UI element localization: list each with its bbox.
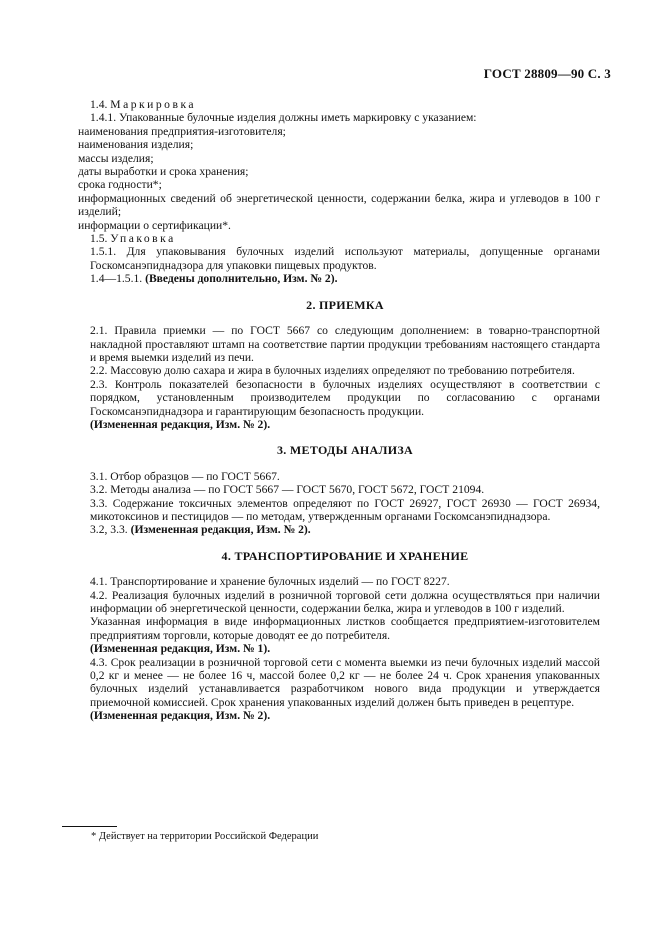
note-4-change-1: (Измененная редакция, Изм. № 1). bbox=[90, 642, 271, 656]
note-section-3: 3.2, 3.3. (Измененная редакция, Изм. № 2). bbox=[90, 523, 311, 537]
para-3-3: 3.3. Содержание токсичных элементов определяют по ГОСТ 26927, ГОСТ 26930 — ГОСТ 26934, микотоксинов и пестицидов — по методам, утвержденным органами Госкомсанэпиднадзора. bbox=[90, 496, 600, 523]
para-3-1: 3.1. Отбор образцов — по ГОСТ 5667. bbox=[90, 469, 280, 483]
para-2-3: 2.3. Контроль показателей безопасности в булочных изделиях осуществляют в соответствии с порядком, установленным производителем продукции по согласованию с органами Госкомсанэпиднадзора и гарантирующим безопасность продукции. bbox=[90, 377, 600, 418]
section-3-title: 3. МЕТОДЫ АНАЛИЗА bbox=[277, 443, 413, 458]
note-1-4-1-5-1: 1.4—1.5.1. (Введены дополнительно, Изм. № 2). bbox=[90, 272, 338, 286]
para-1-4-1: 1.4.1. Упакованные булочные изделия должны иметь маркировку с указанием: bbox=[90, 111, 477, 125]
para-4-2-info: Указанная информация в виде информационных листков сообщается предприятием-изготовителем предприятиям торговли, которые доводят ее до потребителя. bbox=[90, 615, 600, 642]
footnote-divider bbox=[62, 826, 117, 827]
document-body bbox=[78, 98, 600, 723]
para-2-2: 2.2. Массовую долю сахара и жира в булочных изделиях определяют по требованию потребителя. bbox=[90, 364, 575, 378]
para-3-2: 3.2. Методы анализа — по ГОСТ 5667 — ГОСТ 5670, ГОСТ 5672, ГОСТ 21094. bbox=[90, 483, 485, 497]
note-4-change-2: (Измененная редакция, Изм. № 2). bbox=[90, 709, 271, 723]
para-1-5-1: 1.5.1. Для упаковывания булочных изделий используют материалы, допущенные органами Госкомсанэпиднадзора для упаковки пищевых продуктов. bbox=[90, 245, 600, 272]
para-4-1: 4.1. Транспортирование и хранение булочных изделий — по ГОСТ 8227. bbox=[90, 575, 450, 589]
section-1-5-title: Упаковка bbox=[110, 232, 176, 246]
marking-item-3: массы изделия; bbox=[78, 151, 154, 165]
marking-item-6: информационных сведений об энергетической ценности, содержании белка, жира и углеводов в 100 г изделий; bbox=[78, 191, 600, 219]
para-4-2: 4.2. Реализация булочных изделий в розничной торговой сети должна осуществляться при наличии информации об энергетической ценности, содержании белка, жира и углеводов в 100 г изделий. bbox=[90, 588, 600, 615]
section-1-5-heading: 1.5. Упаковка bbox=[90, 232, 176, 246]
section-2-title: 2. ПРИЕМКА bbox=[306, 297, 384, 312]
page-header: ГОСТ 28809—90 С. 3 bbox=[483, 66, 611, 81]
marking-item-7: информации о сертификации*. bbox=[78, 218, 231, 232]
marking-item-5: срока годности*; bbox=[78, 178, 162, 192]
para-2-1: 2.1. Правила приемки — по ГОСТ 5667 со следующим дополнением: в товарно-транспортной накладной проставляют штамп на соответствие партии продукции требованиям настоящего стандарта и время выемки изделий из печи. bbox=[90, 324, 600, 364]
marking-item-4: даты выработки и срока хранения; bbox=[78, 165, 249, 179]
para-4-3: 4.3. Срок реализации в розничной торговой сети с момента выемки из печи булочных изделий массой 0,2 кг и менее — не более 16 ч, массой более 0,2 кг — не более 24 ч. Срок хранения упакованных булочных изделий устанавливается разработчиком нового вида продукции и утверждается приемочной комиссией. Срок хранения упакованных изделий должен быть приведен в рецептуре. bbox=[90, 655, 600, 709]
marking-item-2: наименования изделия; bbox=[78, 138, 194, 152]
section-1-4-title: Маркировка bbox=[110, 98, 197, 111]
marking-item-1: наименования предприятия-изготовителя; bbox=[78, 124, 286, 138]
section-1-4-heading: 1.4. Маркировка bbox=[90, 98, 197, 111]
section-4-title: 4. ТРАНСПОРТИРОВАНИЕ И ХРАНЕНИЕ bbox=[221, 548, 469, 563]
note-section-2: (Измененная редакция, Изм. № 2). bbox=[90, 417, 271, 431]
footnote: * Действует на территории Российской Федерации bbox=[91, 831, 319, 842]
